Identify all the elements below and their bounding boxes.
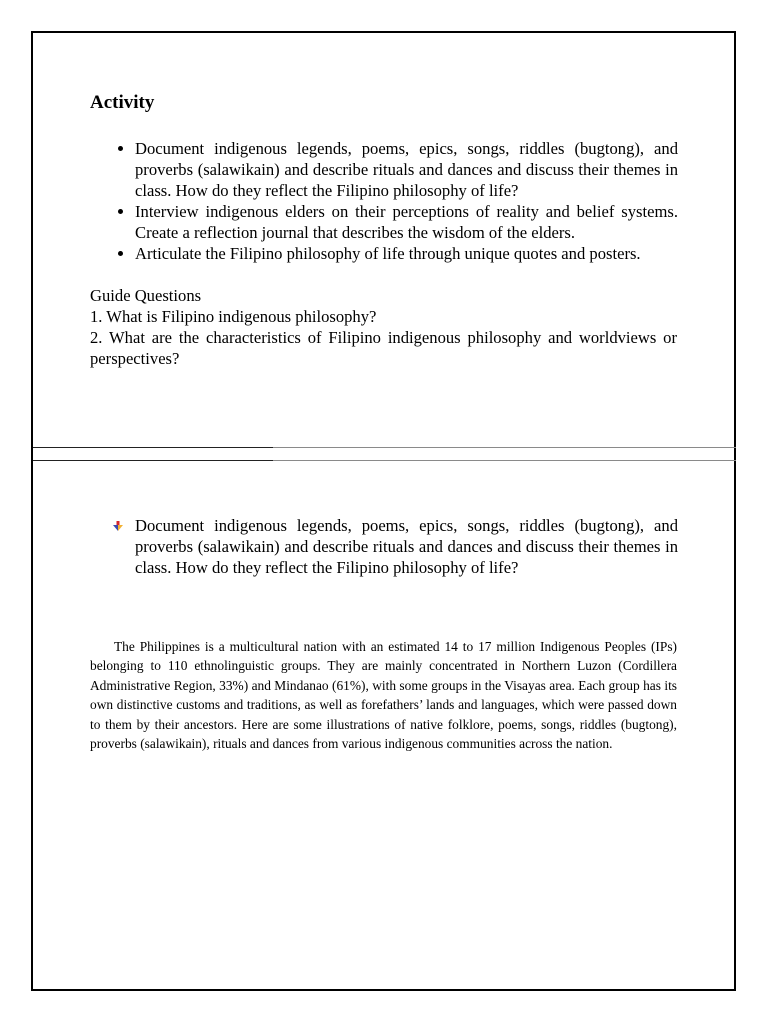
guide-title: Guide Questions [90,286,202,305]
activity-list [90,138,678,264]
activity-item: • Interview indigenous elders on their perceptions of reality and belief systems. Create a reflection journal that describes the wisdom of the elders. [135,201,678,243]
intro-paragraph: The Philippines is a multicultural nation with an estimated 14 to 17 million Indigenous Peoples (IPs) belonging to 110 ethnolinguistic groups. They are mainly concentrated in Northern Luzon (Cordillera Administrative Region, 33%) and Mindanao (61%), with some groups in the Visayas area. Each group has its own distinctive customs and traditions, as well as forefathers’ lands and languages, which were passed down to them by their ancestors. Here are some illustrations of native folklore, poems, songs, riddles (bugtong), proverbs (salawikain), rituals and dances from various indigenous communities across the nation. [90,639,677,752]
page-divider-top [33,447,736,448]
guide-question: 2. What are the characteristics of Filipino indigenous philosophy and worldviews or perspectives? [90,328,677,368]
activity-item: • Document indigenous legends, poems, epics, songs, riddles (bugtong), and proverbs (salawikain) and describe rituals and dances and discuss their themes in class. How do they reflect the Filipino philosophy of life? [135,138,678,201]
activity-item: • Articulate the Filipino philosophy of life through unique quotes and posters. [135,243,678,264]
activity-heading: Activity [90,92,155,113]
page-divider-bottom [33,460,736,461]
guide-questions [90,285,677,369]
list-item [110,515,678,578]
guide-question: 1. What is Filipino indigenous philosophy? [90,307,377,326]
list-item-text: Document indigenous legends, poems, epics, songs, riddles (bugtong), and proverbs (salawikain) and describe rituals and dances and discuss their themes in class. How do they reflect the Filipino philosophy of life? [135,516,678,577]
second-page-list [110,515,678,578]
arrow-bullet-icon [113,521,123,531]
